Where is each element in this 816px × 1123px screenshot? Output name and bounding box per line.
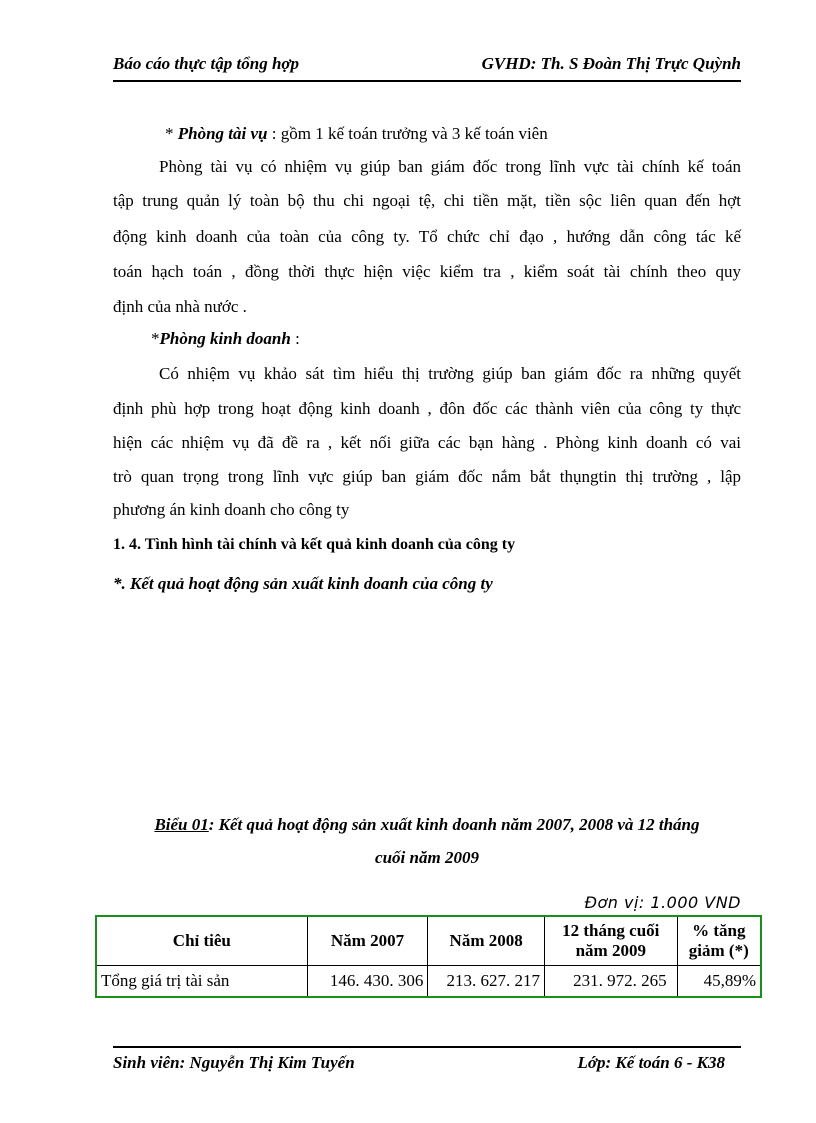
footer-student: Sinh viên: Nguyễn Thị Kim Tuyến — [113, 1053, 355, 1072]
footer-class: Lớp: Kế toán 6 - K38 — [577, 1053, 725, 1072]
table-caption: Biểu 01: Kết quả hoạt động sản xuất kinh doanh năm 2007, 2008 và 12 tháng — [154, 815, 700, 834]
business-dept-title-line: *Phòng kinh doanh : — [151, 329, 300, 348]
paragraph-line: Có nhiệm vụ khảo sát tìm hiểu thị trường giúp ban giám đốc ra những quyết — [159, 364, 741, 383]
header-cell: % tăng giảm (*) — [677, 916, 761, 966]
paragraph-line: hiện các nhiệm vụ đã đề ra , kết nối giữa các bạn hàng . Phòng kinh doanh có vai — [113, 433, 741, 452]
paragraph-line: định phù hợp trong hoạt động kinh doanh , đôn đốc các thành viên của công ty thực — [113, 399, 741, 418]
header-cell: 12 tháng cuối năm 2009 — [544, 916, 677, 966]
header-report-title: Báo cáo thực tập tổng hợp — [113, 54, 300, 73]
paragraph-line: phương án kinh doanh cho công ty — [113, 500, 350, 519]
table-cell: Tổng giá trị tài sản — [96, 966, 307, 998]
section-heading-1-4: 1. 4. Tình hình tài chính và kết quả kinh doanh của công ty — [113, 536, 516, 553]
paragraph-line: tập trung quản lý toàn bộ thu chi ngoại tệ, chi tiền mặt, tiền sộc liên quan đến hợt — [113, 191, 741, 210]
paragraph-line: toán hạch toán , đồng thời thực hiện việc kiểm tra , kiểm soát tài chính theo quy — [113, 262, 741, 281]
header-cell: Năm 2007 — [307, 916, 428, 966]
business-dept-title: Phòng kinh doanh — [159, 329, 291, 348]
unit-label: Đơn vị: 1.000 VND — [584, 893, 741, 912]
paragraph-line: định của nhà nước . — [113, 297, 247, 316]
table-cell: 231. 972. 265 — [544, 966, 677, 998]
paragraph-line: trò quan trọng trong lĩnh vực giúp ban giám đốc nắm bắt thụngtin thị trường , lập — [113, 467, 741, 486]
table-cell: 213. 627. 217 — [428, 966, 545, 998]
page-header — [113, 50, 741, 82]
header-cell: Năm 2008 — [428, 916, 545, 966]
table-cell: 45,89% — [677, 966, 761, 998]
table-caption-line2: cuối năm 2009 — [375, 848, 479, 867]
finance-dept-title: Phòng tài vụ — [177, 124, 268, 143]
table-header-row — [96, 916, 761, 966]
results-table — [95, 915, 762, 998]
header-cell: Chỉ tiêu — [96, 916, 307, 966]
paragraph-line: động kinh doanh của toàn của công ty. Tổ chức chỉ đạo , hướng dẫn công tác kế — [113, 227, 741, 246]
header-supervisor: GVHD: Th. S Đoàn Thị Trực Quỳnh — [481, 54, 741, 73]
finance-dept-title-line: * Phòng tài vụ : gồm 1 kế toán trưởng và 3 kế toán viên — [165, 124, 548, 143]
subsection-heading: *. Kết quả hoạt động sản xuất kinh doanh của công ty — [113, 574, 493, 593]
table-cell: 146. 430. 306 — [307, 966, 428, 998]
paragraph-line: Phòng tài vụ có nhiệm vụ giúp ban giám đốc trong lĩnh vực tài chính kế toán — [159, 157, 741, 176]
table-row — [96, 966, 761, 998]
page-footer — [113, 1046, 741, 1078]
caption-label: Biểu 01 — [154, 815, 209, 834]
